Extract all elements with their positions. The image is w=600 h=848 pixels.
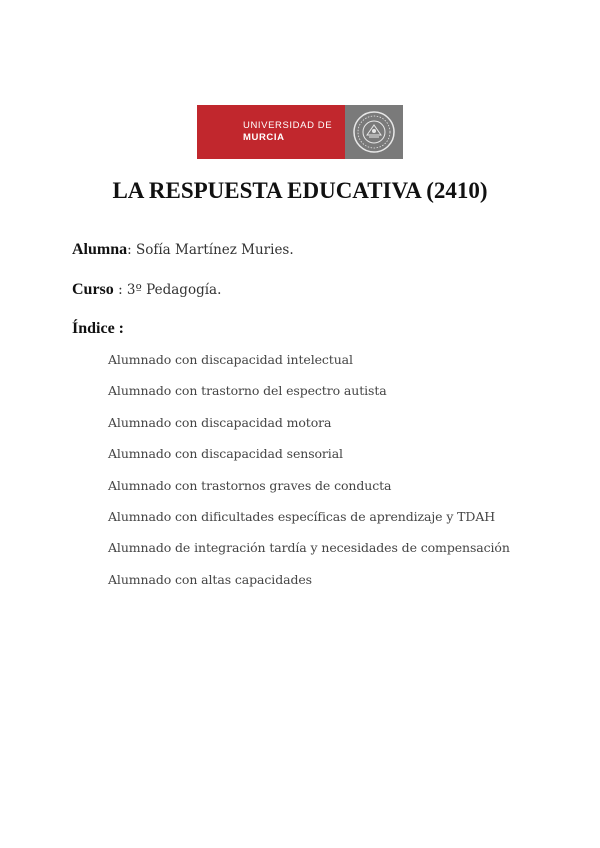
curso-value: 3º Pedagogía.: [126, 282, 222, 298]
alumna-field: Alumna: Sofía Martínez Muries.: [72, 241, 294, 258]
index-item: Alumnado con discapacidad intelectual: [108, 352, 353, 367]
university-seal-icon: [345, 105, 403, 159]
curso-label: Curso: [72, 281, 114, 298]
index-list: [108, 352, 510, 603]
indice-label: Índice: [72, 320, 115, 337]
alumna-label: Alumna: [72, 241, 128, 258]
index-item: Alumnado con altas capacidades: [108, 571, 312, 587]
index-item: Alumnado con dificultades específicas de aprendizaje y TDAH: [108, 508, 496, 524]
index-item: Alumnado con trastorno del espectro autista: [108, 383, 387, 399]
logo-line-1: UNIVERSIDAD DE: [243, 120, 333, 131]
index-item: Alumnado con discapacidad sensorial: [108, 446, 343, 462]
logo-line-2: MURCIA: [243, 132, 285, 143]
university-logo: [197, 105, 403, 159]
index-item: Alumnado con discapacidad motora: [108, 414, 332, 430]
logo-text: [197, 105, 345, 159]
index-item: Alumnado de integración tardía y necesidades de compensación: [108, 540, 510, 556]
index-item: Alumnado con trastornos graves de conducta: [108, 477, 392, 493]
curso-field: Curso : 3º Pedagogía.: [72, 281, 222, 298]
document-title: LA RESPUESTA EDUCATIVA (2410): [112, 178, 488, 203]
alumna-value: Sofía Martínez Muries.: [135, 242, 294, 258]
indice-heading: Índice :: [72, 320, 124, 337]
